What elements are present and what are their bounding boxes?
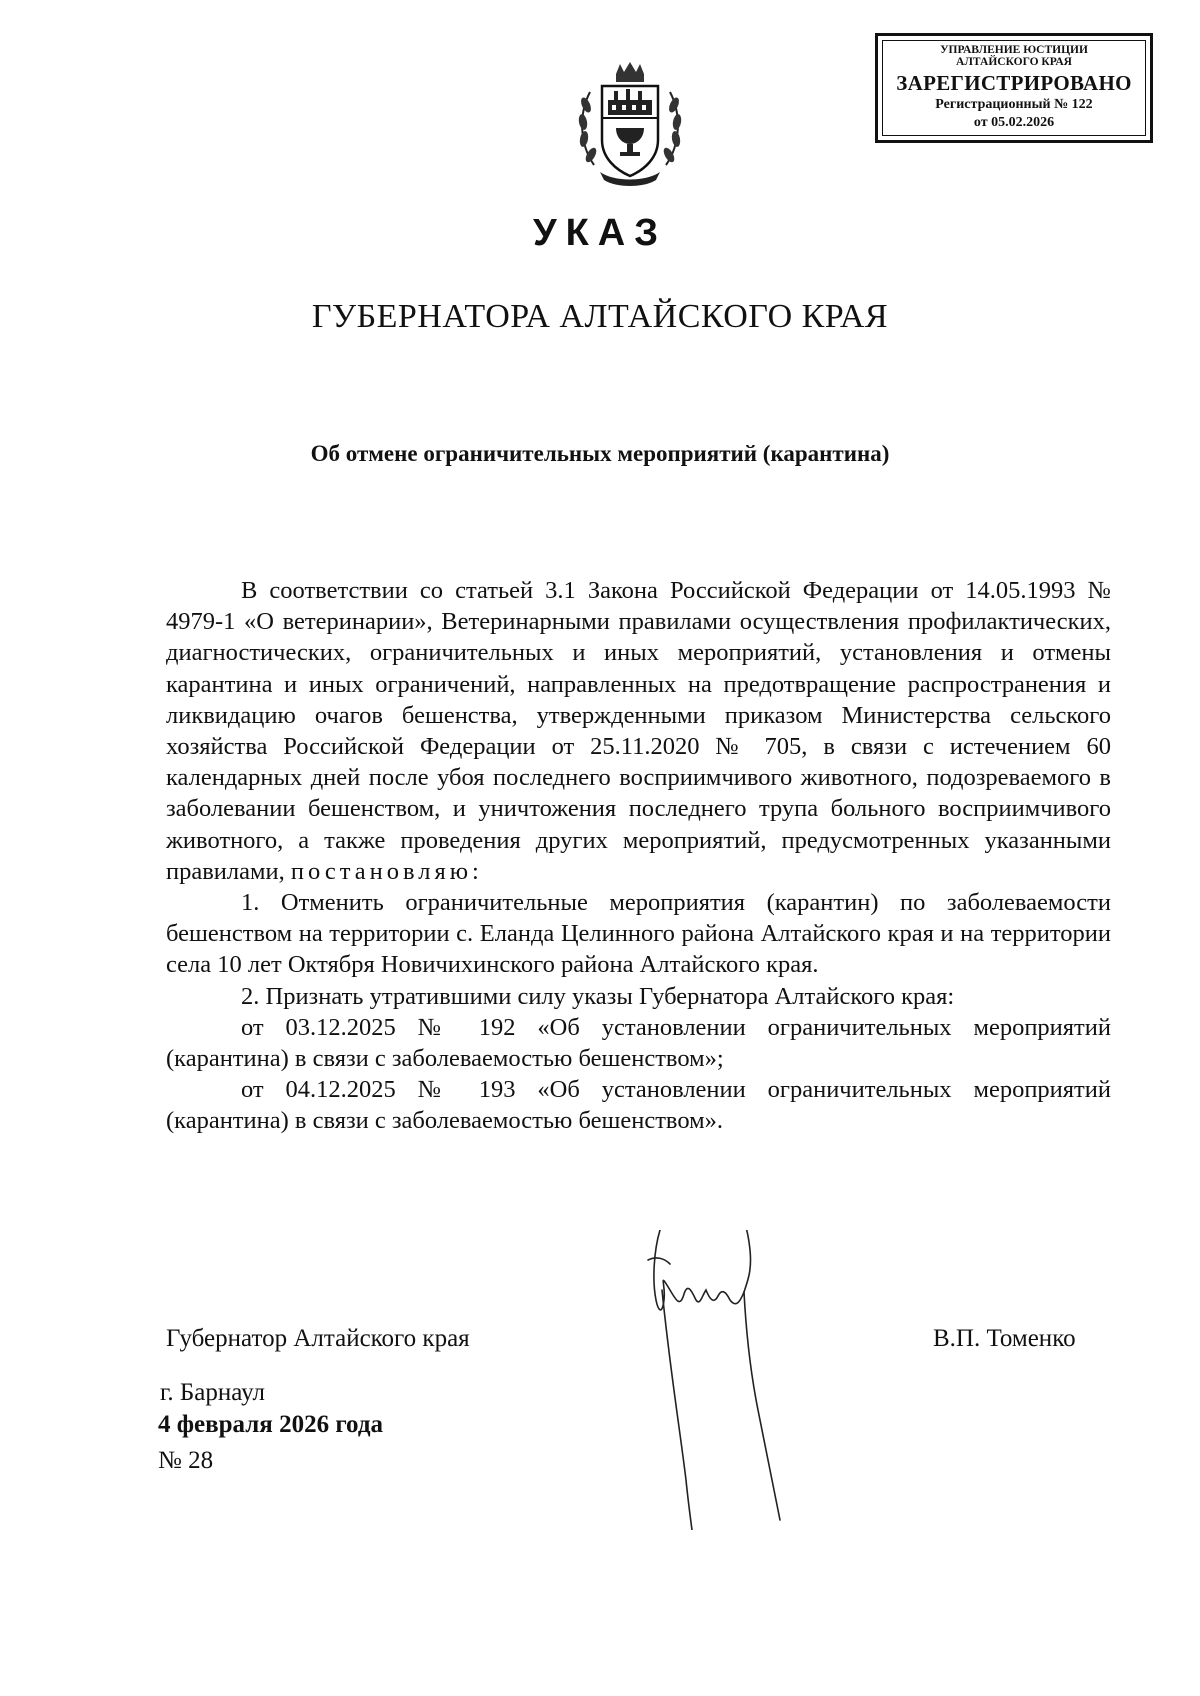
decree-word: постановляю:	[290, 857, 483, 885]
stamp-department-line2: АЛТАЙСКОГО КРАЯ	[956, 56, 1072, 68]
document-number: № 28	[158, 1447, 214, 1474]
preamble-paragraph	[166, 575, 1111, 887]
stamp-title: ЗАРЕГИСТРИРОВАНО	[896, 71, 1132, 95]
document-title: Об отмене ограничительных мероприятий (карантина)	[310, 441, 890, 466]
place-of-signing: г. Барнаул	[160, 1379, 265, 1406]
stamp-registration-date: от 05.02.2026	[973, 115, 1055, 130]
item-1-paragraph: 1. Отменить ограничительные мероприятия (карантин) по заболеваемости бешенством на территории с. Еланда Целинного района Алтайского края и на территории села 10 лет Октября Новичихинского района Алтайского края.	[166, 889, 1111, 979]
preamble-text: В соответствии со статьей 3.1 Закона Российской Федерации от 14.05.1993 № 4979-1 «О ветеринарии», Ветеринарными правилами осуществления профилактических, диагностических, ограничительных и иных мероприятий, установления и отмены карантина и иных ограничений, направленных на предотвращение распространения и ликвидацию очагов бешенства, утвержденными приказом Министерства сельского хозяйства Российской Федерации от 25.11.2020 № 705, в связи с истечением 60 календарных дней после убоя последнего восприимчивого животного, подозреваемого в заболевании бешенством, и уничтожения последнего трупа больного восприимчивого животного, а также проведения других мероприятий, предусмотренных указанными правилами,	[166, 577, 1111, 885]
signing-date: 4 февраля 2026 года	[158, 1411, 383, 1438]
stamp-department-line1: УПРАВЛЕНИЕ ЮСТИЦИИ	[940, 44, 1088, 56]
item-2a-paragraph: от 03.12.2025 № 192 «Об установлении ограничительных мероприятий (карантина) в связи с заболеваемостью бешенством»;	[166, 1013, 1111, 1073]
registration-stamp	[875, 33, 1153, 143]
issuer-title: ГУБЕРНАТОРА АЛТАЙСКОГО КРАЯ	[311, 298, 889, 335]
item-2b-paragraph: от 04.12.2025 № 193 «Об установлении ограничительных мероприятий (карантина) в связи с заболеваемостью бешенством».	[166, 1076, 1111, 1135]
handwritten-signature-icon	[640, 1230, 800, 1530]
coat-of-arms-icon	[574, 60, 686, 190]
document-type: УКАЗ	[532, 212, 668, 254]
signatory-name: В.П. Томенко	[933, 1325, 1076, 1352]
document-body	[166, 575, 1111, 1137]
stamp-registration-number: Регистрационный № 122	[935, 97, 1093, 112]
signatory-position: Губернатор Алтайского края	[166, 1325, 470, 1352]
registration-stamp-inner	[882, 40, 1146, 136]
item-2-paragraph: 2. Признать утратившими силу указы Губернатора Алтайского края:	[241, 982, 955, 1010]
